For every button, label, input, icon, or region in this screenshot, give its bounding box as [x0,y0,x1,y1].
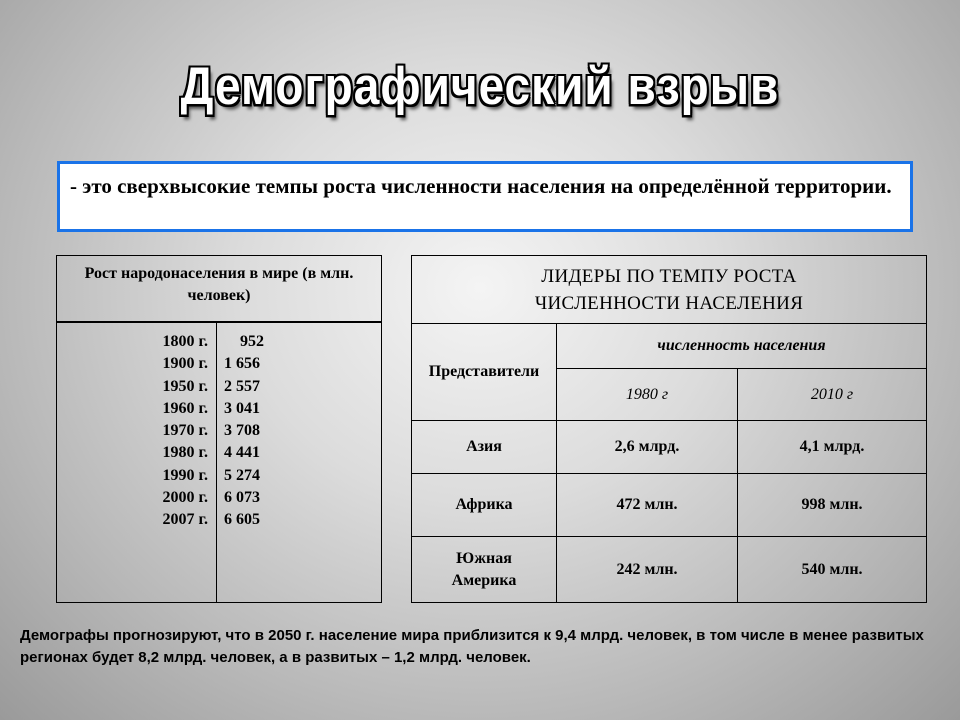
value-cell: 4 441 [224,444,260,462]
leaders-table [411,255,927,603]
year-2010-header: 2010 г [810,385,854,403]
value-cell: 3 708 [224,422,260,440]
region-asia: Азия [466,438,502,455]
definition-text: - это сверхвысокие темпы роста численности населения на определённой территории. [70,174,892,198]
world-population-table [56,255,382,603]
representatives-header: Представители [428,363,540,380]
region-south-america: Южная Америка [451,549,517,589]
africa-1980: 472 млн. [616,496,678,513]
asia-2010: 4,1 млрд. [799,438,865,455]
year-cell: 1980 г. [162,444,208,462]
definition-box [57,161,913,232]
africa-2010: 998 млн. [801,496,863,513]
year-cell: 1800 г. [162,333,208,350]
forecast-text: Демографы прогнозируют, что в 2050 г. население мира приблизится к 9,4 млрд. человек, в том числе в менее развитых регионах будет 8,2 млрд. человек, а в развитых – 1,2 млрд. человек. [20,627,924,666]
world-population-header: Рост народонаселения в мире (в млн. человек) [57,256,381,323]
population-header: численность населения [657,337,826,354]
year-cell: 1970 г. [162,422,208,440]
year-cell: 1950 г. [162,377,208,395]
values-column [224,331,374,532]
leaders-header-line1: ЛИДЕРЫ ПО ТЕМПУ РОСТА [541,265,797,287]
year-cell: 1900 г. [162,355,208,373]
value-cell: 952 [240,333,264,350]
year-cell: 2000 г. [162,489,208,507]
value-cell: 3 041 [224,399,260,417]
value-cell: 6 073 [224,489,260,507]
years-column [57,331,208,532]
value-cell: 2 557 [224,377,260,395]
value-cell: 6 605 [224,511,260,529]
leaders-header [412,256,926,323]
year-1980-header: 1980 г [625,385,669,403]
region-africa: Африка [455,496,513,513]
year-cell: 1960 г. [162,399,208,417]
south-america-1980: 242 млн. [616,560,678,578]
leaders-header-line2: ЧИСЛЕННОСТИ НАСЕЛЕНИЯ [534,292,804,314]
column-divider [216,323,217,602]
year-cell: 2007 г. [162,511,208,529]
slide-title: Демографический взрыв [180,55,780,116]
value-cell: 5 274 [224,466,260,484]
year-cell: 1990 г. [162,466,208,484]
value-cell: 1 656 [224,355,260,373]
south-america-2010: 540 млн. [801,560,863,578]
asia-1980: 2,6 млрд. [614,438,680,455]
